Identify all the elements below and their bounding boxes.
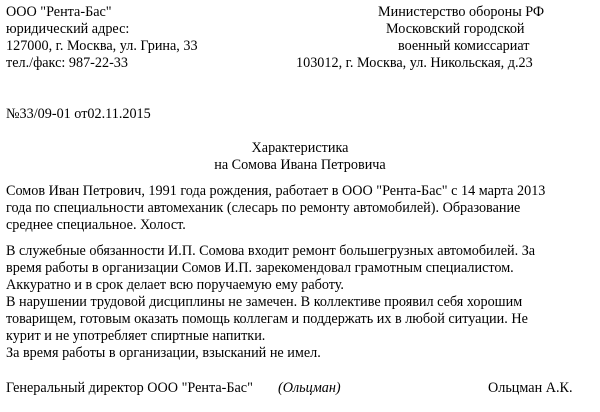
document-title: Характеристика (251, 140, 349, 156)
body-line: В служебные обязанности И.П. Сомова входит ремонт большегрузных автомобилей. За (6, 243, 536, 259)
recipient-line-3: военный комиссариат (398, 38, 530, 54)
signature-name: Ольцман А.К. (488, 380, 573, 396)
recipient-line-1: Министерство обороны РФ (378, 4, 545, 20)
body-line: курит и не употребляет спиртные напитки. (6, 328, 266, 344)
signature-position: Генеральный директор ООО "Рента-Бас" (6, 380, 253, 396)
body-line: среднее специальное. Холост. (6, 217, 186, 233)
signature-handwritten: (Ольцман) (278, 380, 341, 396)
sender-org: ООО "Рента-Бас" (6, 4, 112, 20)
body-line: За время работы в организации, взысканий не имел. (6, 345, 321, 361)
document-number: №33/09-01 от02.11.2015 (6, 106, 151, 122)
body-line: Аккуратно и в срок делает всю поручаемую ему работу. (6, 277, 344, 293)
body-line: В нарушении трудовой дисциплины не замечен. В коллективе проявил себя хорошим (6, 294, 523, 310)
sender-phone: тел./факс: 987-22-33 (6, 55, 128, 71)
sender-address: 127000, г. Москва, ул. Грина, 33 (6, 38, 198, 54)
body-line: время работы в организации Сомов И.П. зарекомендовал грамотным специалистом. (6, 260, 514, 276)
recipient-line-2: Московский городской (386, 21, 525, 37)
body-line: года по специальности автомеханик (слесарь по ремонту автомобилей). Образование (6, 200, 521, 216)
document-subtitle: на Сомова Ивана Петровича (214, 157, 386, 173)
body-line: Сомов Иван Петрович, 1991 года рождения, работает в ООО "Рента-Бас" с 14 марта 2013 (6, 183, 546, 199)
recipient-address: 103012, г. Москва, ул. Никольская, д.23 (296, 55, 533, 71)
sender-address-label: юридический адрес: (6, 21, 130, 37)
body-line: товарищем, готовым оказать помощь коллегам и поддержать их в любой ситуации. Не (6, 311, 528, 327)
